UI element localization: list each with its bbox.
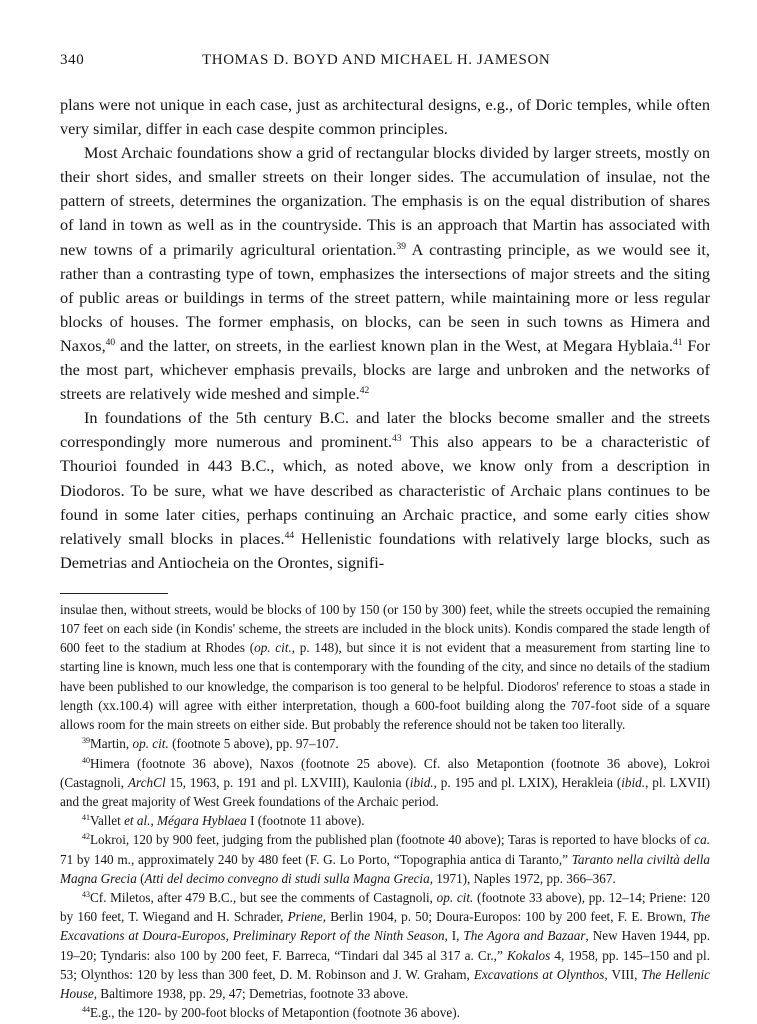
page-number: 340	[60, 52, 85, 68]
footnote-ref-40[interactable]: 40	[105, 337, 116, 348]
footnote-ref-44[interactable]: 44	[284, 530, 295, 541]
paragraph-3-text-c: This also appears to be a characteristic of Thourioi founded in 443	[60, 432, 710, 476]
paragraph-3	[60, 406, 710, 575]
fn-text: 15, 1963, p. 191 and pl. LXVIII), Kaulonia (	[165, 774, 410, 790]
paragraph-2-text-c: and the latter, on streets, in the earliest known plan in the West, at Megara Hyblaia.	[115, 335, 673, 355]
fn-italic: The Agora and Bazaar	[463, 928, 586, 944]
paragraph-3-text-a: In foundations of the 5th century	[84, 408, 320, 428]
fn-italic: ibid.	[409, 774, 434, 790]
paragraph-2-text-a: Most Archaic foundations show a grid of rectangular blocks divided by larger streets, mostly on their short sides, and smaller streets on their longer sides. The accumulation of insulae, not the pattern of streets, determines the organization. The emphasis is on the equal distribution of shares of land in town as well as in the countryside. This is an approach that Martin has associated with new towns of a primarily agricultural orientation.	[60, 143, 710, 259]
era-abbrev: B.C.	[208, 889, 233, 905]
fn-italic: ibid.	[621, 774, 646, 790]
fn-text: , New Haven 1944, pp. 19–20; Tyndaris: also 100 by 200 feet, F. Barreca, “Tindari dal 345 al 317 a. Cr.,”	[60, 928, 710, 963]
paragraph-3-text-d: , which, as noted above, we know only from a description in Diodoros. To be sure, what we have described as characteristic of Archaic plans continues to be found in some later cities, perhaps continuing an Archaic practice, and some early cities show relatively small blocks in places.	[60, 456, 710, 548]
fn-text: Cf. Miletos, after 479	[90, 889, 209, 905]
fn-italic: Atti del decimo convegno di studi sulla Magna Grecia	[144, 870, 430, 886]
fn-text: 71 by 140 m., approximately 240 by 480 feet (F. G. Lo Porto, “Topographia antica di Taranto,”	[60, 851, 572, 867]
paragraph-1-text: plans were not unique in each case, just as architectural designs, e.g., of Doric temples, while often very similar, differ in each case despite common principles.	[60, 95, 710, 139]
footnote-42	[60, 830, 710, 888]
fn-italic: The Excavations at Doura-Europos, Preliminary Report of the Ninth Season	[60, 909, 710, 944]
fn-text: , pl. LXVII) and the great majority of West Greek foundations of the Archaic period.	[60, 774, 710, 809]
fn-italic: Kokalos	[506, 947, 551, 963]
footnote-continuation	[60, 600, 710, 734]
fn-text: , p. 195 and pl. LXIX), Herakleia (	[433, 774, 622, 790]
paragraph-1	[60, 93, 710, 141]
fn-italic: Excavations at Olynthos	[473, 966, 605, 982]
fn-text: Lokroi, 120 by 900 feet, judging from the published plan (footnote 40 above); Taras is reported to have blocks of	[90, 832, 695, 848]
fn-italic: ca.	[694, 832, 710, 848]
footnote-43	[60, 888, 710, 1003]
footnote-39	[60, 734, 710, 753]
fn-text: 4, 1958, pp. 145–150 and pl. 53; Olynthos: 120 by less than 300 feet, D. M. Robinson and J. W. Graham,	[60, 947, 710, 982]
footnote-number: 40	[82, 755, 90, 765]
fn-italic: Priene	[287, 909, 323, 925]
paragraph-2	[60, 141, 710, 406]
fn-italic: op. cit.	[254, 640, 292, 656]
fn-text: Himera (footnote 36 above), Naxos (footnote 25 above). Cf. also Metapontion (footnote 36 above), Lokroi (Castagnoli,	[60, 755, 710, 790]
fn-italic: op. cit.	[132, 736, 169, 752]
fn-text: ,	[150, 813, 158, 829]
footnote-44	[60, 1003, 710, 1022]
body-text	[60, 93, 710, 575]
footnote-ref-41[interactable]: 41	[672, 337, 683, 348]
fn-italic: Mégara Hyblaea	[157, 813, 247, 829]
fn-italic: op. cit.	[436, 889, 474, 905]
fn-italic: Taranto nella civiltà della Magna Grecia	[60, 851, 710, 886]
era-abbrev: B.C.	[240, 456, 271, 476]
footnote-40	[60, 754, 710, 812]
footnotes	[60, 600, 710, 1022]
fn-text: , p. 148), but since it is not evident that a measurement from starting line to starting line is known, much less one that is contemporary with the founding of the city, and since no details of the stadium have been published to our knowledge, the comparison is too general to be helpful. Diodoros' reference to stoas a stade in length (xx.100.4) will agree with either interpretation, though a 600-foot building along the 707-foot side of a square allows room for the main streets on either side. But probably the reference should not be taken too literally.	[60, 640, 710, 733]
page	[60, 52, 710, 1022]
fn-text: (footnote 5 above), pp. 97–107.	[168, 736, 339, 752]
running-head-authors: THOMAS D. BOYD AND MICHAEL H. JAMESON	[202, 52, 551, 68]
footnote-ref-42[interactable]: 42	[359, 386, 370, 397]
fn-text: , I,	[444, 928, 464, 944]
running-head	[60, 52, 710, 76]
footnote-ref-43[interactable]: 43	[392, 434, 402, 445]
fn-text: Vallet	[90, 813, 125, 829]
fn-text: , 1971), Naples 1972, pp. 366–367.	[429, 870, 616, 886]
fn-italic: et al.	[124, 813, 151, 829]
footnote-number: 41	[82, 813, 90, 823]
footnote-41	[60, 811, 710, 830]
footnote-number: 42	[82, 832, 90, 842]
fn-text: , but see the comments of Castagnoli,	[232, 889, 437, 905]
era-abbrev: B.C.	[319, 408, 350, 428]
fn-text: (	[136, 870, 145, 886]
fn-italic: ArchCl	[128, 774, 166, 790]
fn-text: , Baltimore 1938, pp. 29, 47; Demetrias, footnote 33 above.	[93, 985, 409, 1001]
footnote-number: 43	[82, 889, 90, 899]
fn-italic: The Hellenic House	[60, 966, 711, 1001]
fn-text: , Berlin 1904, p. 50; Doura-Europos: 100 by 200 feet, F. E. Brown,	[322, 909, 691, 925]
footnote-ref-39[interactable]: 39	[396, 241, 406, 252]
footnote-number: 39	[82, 736, 90, 746]
fn-text: I (footnote 11 above).	[246, 813, 365, 829]
fn-text: , VIII,	[604, 966, 642, 982]
paragraph-3-text-b: and later the blocks become smaller and the streets correspondingly more numerous and prominent.	[60, 408, 711, 452]
paragraph-3-text-e: Hellenistic foundations with relatively large blocks, such as Demetrias and Antiocheia on the Orontes, signifi-	[60, 528, 710, 572]
paragraph-2-text-b: A contrasting principle, as we would see it, rather than a contrasting type of town, emphasizes the intersections of major streets and the siting of public areas or buildings in terms of the street pattern, while maintaining more or less regular blocks of houses. The former emphasis, on blocks, can be seen in such towns as Himera and Naxos,	[60, 239, 710, 355]
footnote-number: 44	[82, 1005, 90, 1015]
fn-text: E.g., the 120- by 200-foot blocks of Metapontion (footnote 36 above).	[90, 1005, 460, 1021]
paragraph-2-text-d: For the most part, whichever emphasis prevails, blocks are large and unbroken and the networks of streets are relatively wide meshed and simple.	[60, 335, 710, 404]
fn-text: (footnote 33 above), pp. 12–14; Priene: 120 by 160 feet, T. Wiegand and H. Schrader,	[60, 889, 710, 925]
fn-text: Martin,	[90, 736, 133, 752]
fn-text: insulae then, without streets, would be blocks of 100 by 150 (or 150 by 300) feet, while the streets occupied the remaining 107 feet on each side (in Kondis' scheme, the streets are included in the block units). Kondis compared the stade length of 600 feet to the stadium at Rhodes (	[60, 601, 710, 656]
footnote-divider	[60, 593, 168, 594]
